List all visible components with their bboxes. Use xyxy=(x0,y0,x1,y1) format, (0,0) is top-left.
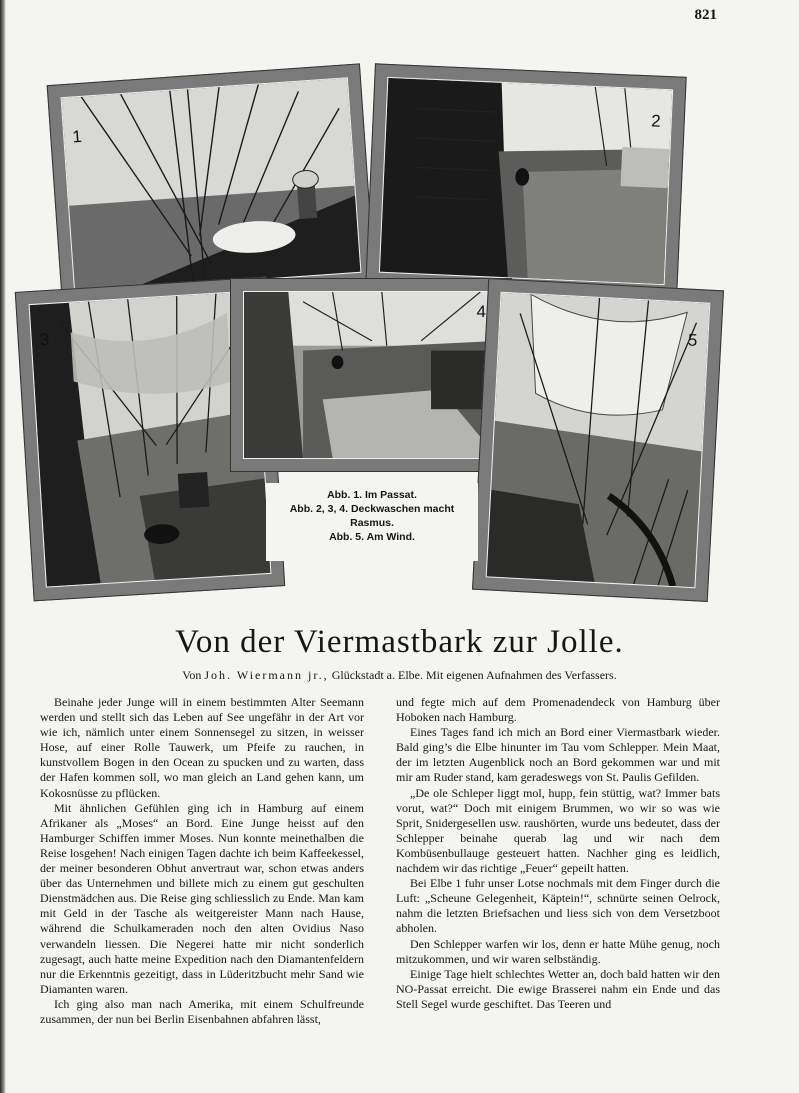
byline-prefix: Von xyxy=(182,668,202,682)
paragraph: und fegte mich auf dem Promenadendeck von Hamburg über Hoboken nach Hamburg. xyxy=(396,695,720,725)
paragraph: Einige Tage hielt schlechtes Wetter an, doch bald hatten wir den NO-Passat erreicht. Die ewige Brasserei nahm ein Ende und das Stell Segel wurde geschiftet. Das Teeren und xyxy=(396,966,720,1011)
paragraph: Den Schlepper warfen wir los, denn er hatte Mühe genug, noch mitzukommen, und wir waren selbständig. xyxy=(396,936,720,966)
photo-2-number: 2 xyxy=(650,111,662,131)
caption-line-2: Abb. 2, 3, 4. Deckwaschen macht xyxy=(289,503,455,515)
photo-1 xyxy=(47,63,376,306)
paragraph: Bei Elbe 1 fuhr unser Lotse nochmals mit dem Finger durch die Luft: „Scheune Gelegenheit, Käptein!“, schnürte seinen Oelrock, nahm die letzten Briefsachen und liess sich von dem Versetzboot abholen. xyxy=(396,876,720,936)
photo-1-image xyxy=(61,77,362,293)
page-edge-shadow xyxy=(0,0,6,1093)
byline-rest: Glückstadt a. Elbe. Mit eigenen Aufnahmen des Verfassers. xyxy=(331,668,617,682)
byline-author: Joh. Wiermann jr., xyxy=(204,668,329,682)
paragraph: Eines Tages fand ich mich an Bord einer Viermastbark wieder. Bald ging’s die Elbe hinunter im Tau vom Schlepper. Mein Maat, der im letzten Augenblick noch an Bord gekommen war und mit mir am Ruder stand, kam geradeswegs von St. Paulis Gefilden. xyxy=(396,725,720,785)
caption-line-1: Abb. 1. Im Passat. xyxy=(327,489,417,501)
caption-line-4: Abb. 5. Am Wind. xyxy=(329,531,415,543)
paragraph: „De ole Schleper liggt mol, hupp, fein stüttig, wat? Immer bats vorut, wat?“ Doch mit einigem Brummen, wo wir so was wie Sprit, Snidergesellen usw. raushörten, wurde uns bedeutet, dass der Schlepper beinahe querab lag und wir nach dem Kombüsenbullauge gesteuert hatten. Nachher ging es leidlich, nachdem wir das richtige „Feuer“ gepeilt hatten. xyxy=(396,785,720,876)
article-title: Von der Viermastbark zur Jolle. xyxy=(175,624,624,660)
paragraph: Mit ähnlichen Gefühlen ging ich in Hamburg auf einem Afrikaner als „Moses“ an Bord. Eine Junge heisst auf den Hamburger Schiffen immer Moses. Nun konnte meinethalben die Reise losgehen! Nach einigen Tagen dachte ich beim Kaffeekessel, der meiner besonderen Obhut anvertraut war, schon etwas anders über das Unternehmen und billete mich zu einem gut geschulten Dienstmädchen aus. Die Reise ging schliesslich zu Ende. Man kam mit Geld in der Tasche als weitgereister Mann nach Hause, während die Schulkameraden noch den alten Ovidius Naso verwandeln liessen. Die Negerei hatte mir nicht sonderlich zugesagt, auch hatte meine Expedition nach den Diamantenfeldern nur die Erkenntnis gezeitigt, dass in Lüderitzbucht mehr Sand wie Diamanten waren. xyxy=(40,800,364,996)
article-byline xyxy=(0,668,799,683)
paragraph: Ich ging also man nach Amerika, mit einem Schulfreunde zusammen, der nun bei Berlin Eisenbahnen abfahren lässt, xyxy=(40,996,364,1026)
photo-2-image xyxy=(379,77,673,285)
right-column xyxy=(396,695,720,1012)
photo-3-number: 3 xyxy=(39,329,50,350)
page-number: 821 xyxy=(694,7,717,23)
photo-5-number: 5 xyxy=(687,330,698,351)
photo-4-number: 4 xyxy=(476,302,486,321)
photo-1-number: 1 xyxy=(71,126,83,147)
caption-line-3: Rasmus. xyxy=(350,517,394,529)
photo-2 xyxy=(365,63,686,298)
figure-caption xyxy=(266,483,478,561)
paragraph: Beinahe jeder Junge will in einem bestimmten Alter Seemann werden und stellt sich das Leben auf See ungefähr in der Art vor wie ich, nämlich unter einem Sonnensegel zu sitzen, in weisser Hose, auf einer Rolle Tauwerk, um Pfeife zu rauchen, in kunstvollem Bogen in den Ocean zu spucken und zu warten, dass der Hafen kommen soll, wo man gleich an Land gehen kann, um Kokosnüsse zu pflücken. xyxy=(40,695,364,800)
photo-4 xyxy=(230,278,512,472)
photo-5 xyxy=(472,278,724,602)
photo-5-image xyxy=(486,292,711,589)
left-column xyxy=(40,695,364,1027)
photo-4-image xyxy=(243,291,499,459)
